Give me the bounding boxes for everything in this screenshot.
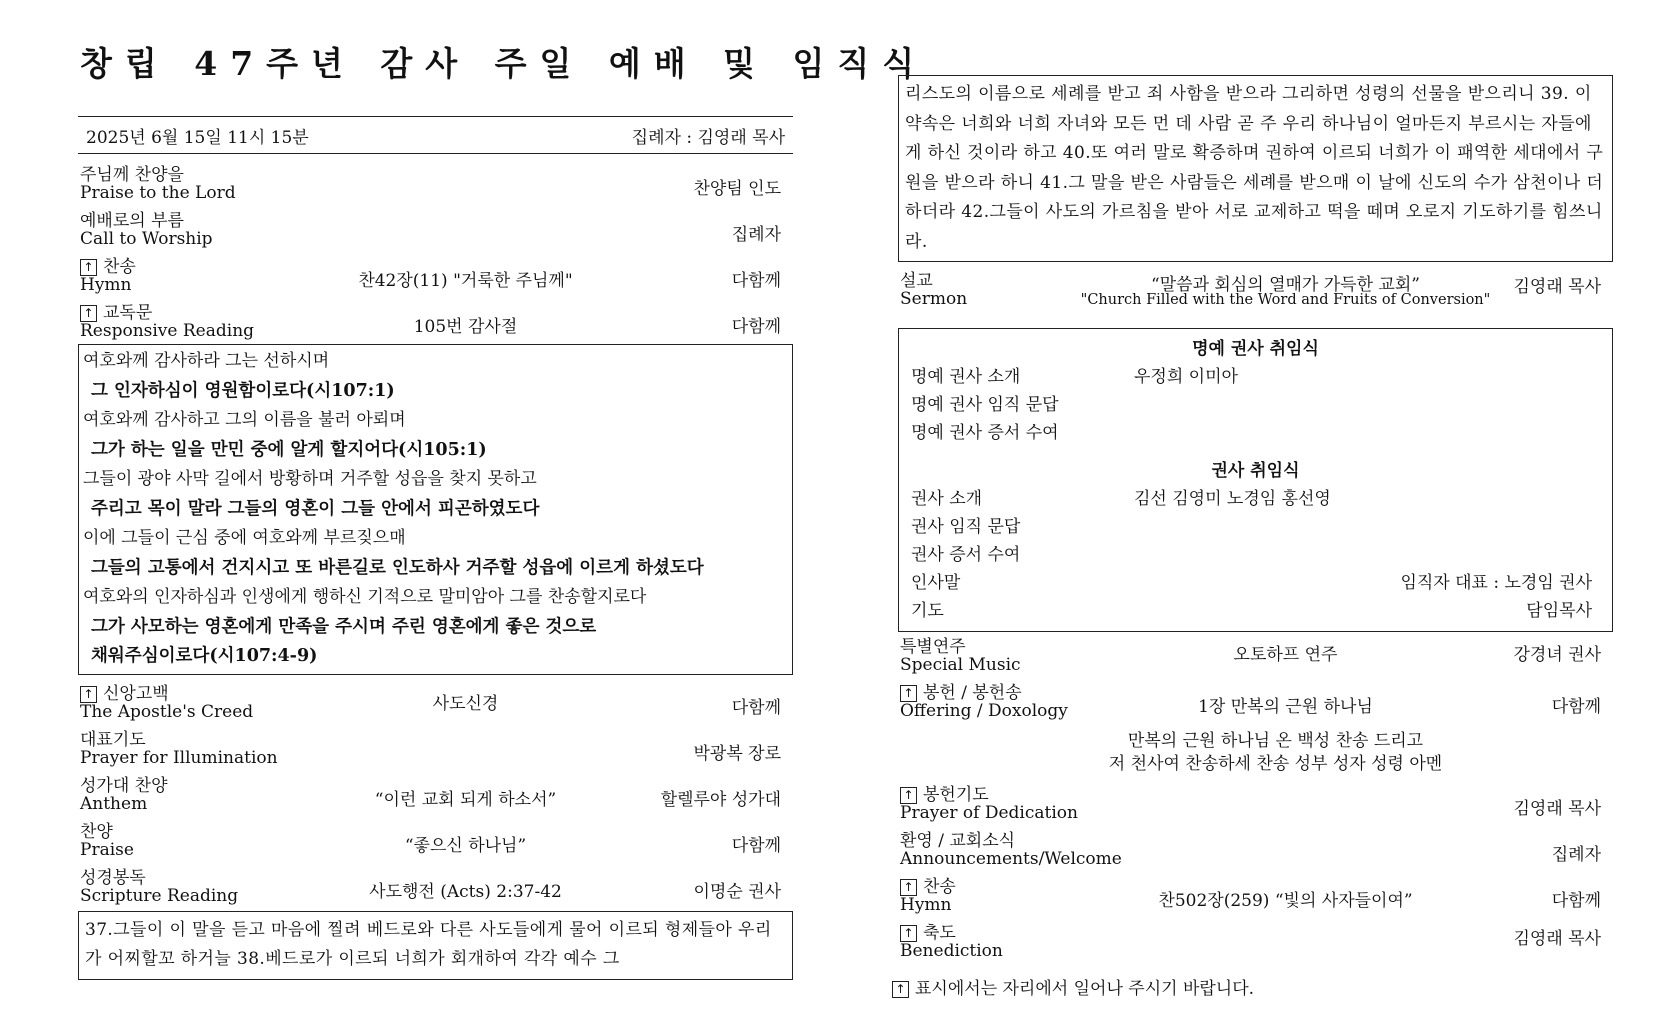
stand-up-arrow-icon: ↑ [80,686,97,703]
row-label: 권사 소개 [911,489,983,509]
item-kr: 봉헌 / 봉헌송 [923,683,1022,703]
page-title: 창립 47주년 감사 주일 예배 및 임직식 [80,44,928,83]
item-en: Hymn [80,275,132,295]
item-detail: 찬42장(11) "거룩한 주님께" [358,271,573,291]
item-detail: 사도신경 [432,693,499,714]
stand-up-arrow-icon: ↑ [892,981,909,998]
order-sermon [898,268,1613,316]
item-leader: 다함께 [731,271,781,291]
item-leader: 다함께 [1551,891,1601,911]
item-kr: 찬송 [923,877,956,897]
item-en: Announcements/Welcome [900,849,1122,869]
item-kr: 예배로의 부름 [80,211,184,231]
item-en: Responsive Reading [80,321,255,341]
item-detail: 오토하프 연주 [1233,645,1338,665]
sermon-title-en: "Church Filled with the Word and Fruits of Conversion" [1080,292,1491,308]
row-label: 인사말 [911,573,961,593]
row-label: 권사 증서 수여 [911,545,1021,565]
order-praise [78,162,793,208]
stand-up-arrow-icon: ↑ [80,305,97,322]
order-creed [78,681,793,727]
item-en: Benediction [900,941,1003,961]
item-leader: 박광복 장로 [693,743,781,764]
order-anthem [78,773,793,819]
item-leader: 집례자 [1551,845,1601,865]
installation-row [911,597,1600,625]
deaconess-installation-heading: 권사 취임식 [1211,461,1300,481]
item-detail: 찬502장(259) “빛의 사자들이여” [1158,891,1413,911]
row-right: 임직자 대표 : 노경임 권사 [1400,573,1592,593]
order-praise-song [78,819,793,865]
reading-line-response: 주리고 목이 말라 그들의 영혼이 그들 안에서 피곤하였도다 [91,498,540,519]
item-kr: 교독문 [103,303,153,323]
responsive-reading-box [78,344,793,675]
item-en: Praise [80,839,134,860]
installation-box [898,328,1613,632]
installation-row [911,569,1600,597]
stand-up-arrow-icon: ↑ [900,685,917,702]
doxology-line: 만복의 근원 하나님 온 백성 찬송 드리고 [1127,731,1424,751]
item-kr: 특별연주 [900,637,966,657]
reading-line: 이에 그들이 근심 중에 여호와께 부르짖으매 [83,528,406,548]
item-leader: 김영래 목사 [1513,799,1601,819]
reading-line-response: 채워주심이로다(시107:4-9) [91,646,318,666]
footer-note [892,974,1613,999]
reading-line: 여호와께 감사하고 그의 이름을 불러 아뢰며 [83,410,406,430]
item-kr: 설교 [900,271,933,291]
reading-line-response: 그가 하는 일을 만민 중에 알게 할지어다(시105:1) [91,439,487,460]
row-names: 우정희 이미아 [1134,367,1238,387]
item-en: Prayer for Illumination [80,747,278,768]
reading-line: 그들이 광야 사막 길에서 방황하며 거주할 성읍을 찾지 못하고 [83,469,537,489]
reading-line-response: 그들의 고통에서 건지시고 또 바른길로 인도하사 거주할 성읍에 이르게 하셨도다 [91,557,704,578]
item-leader: 집례자 [731,225,781,245]
footer-note-text: 표시에서는 자리에서 일어나 주시기 바랍니다. [915,979,1255,999]
item-en: Anthem [80,793,148,814]
row-right: 담임목사 [1526,601,1592,621]
item-detail: “이런 교회 되게 하소서” [374,789,557,810]
item-en: Scripture Reading [80,885,239,906]
item-en: Praise to the Lord [80,183,236,203]
row-label: 명예 권사 소개 [911,367,1021,387]
stand-up-arrow-icon: ↑ [900,787,917,804]
reading-line-response: 그가 사모하는 영혼에게 만족을 주시며 주린 영혼에게 좋은 것으로 [91,616,597,637]
order-responsive-reading [78,300,793,346]
item-leader: 이명순 권사 [693,881,781,902]
item-leader: 김영래 목사 [1513,929,1601,949]
honorary-installation-heading: 명예 권사 취임식 [1192,339,1319,359]
order-offering [898,680,1613,726]
reading-line-response: 그 인자하심이 영원함이로다(시107:1) [91,380,395,401]
installation-row [911,419,1600,447]
item-en: Sermon [900,289,968,309]
scripture-box-left: 37.그들이 이 말을 듣고 마음에 찔려 베드로와 다른 사도들에게 물어 이르되 형제들아 우리가 어찌할꼬 하거늘 38.베드로가 이르되 너희가 회개하여 각각 예수 그 [78,911,793,980]
row-label: 기도 [911,601,944,621]
item-leader: 할렐루야 성가대 [660,789,781,810]
order-announcements [898,828,1613,874]
reading-line: 여호와께 감사하라 그는 선하시며 [83,351,330,371]
item-detail: 사도행전 (Acts) 2:37-42 [369,881,562,902]
item-en: Special Music [900,655,1021,675]
doxology-line: 저 천사여 찬송하세 찬송 성부 성자 성령 아멘 [1108,754,1443,774]
item-en: Call to Worship [80,229,213,249]
order-scripture-reading [78,865,793,911]
row-label: 권사 임직 문답 [911,517,1021,537]
installation-row [911,363,1600,391]
item-kr: 신앙고백 [103,683,169,704]
reading-line: 여호와의 인자하심과 인생에게 행하신 기적으로 말미암아 그를 찬송할지로다 [83,587,647,607]
stand-up-arrow-icon: ↑ [900,879,917,896]
row-label: 명예 권사 임직 문답 [911,395,1059,415]
date-line [78,116,793,154]
item-detail: “좋으신 하나님” [404,835,527,856]
item-leader: 다함께 [1551,697,1601,717]
stand-up-arrow-icon: ↑ [900,925,917,942]
item-leader: 김영래 목사 [1513,277,1601,297]
item-en: Hymn [900,895,952,915]
installation-row [911,485,1600,513]
order-closing-hymn [898,874,1613,920]
service-date: 2025년 6월 15일 11시 15분 [86,127,309,148]
item-kr: 성가대 찬양 [80,775,168,796]
sermon-title-kr: “말씀과 회심의 열매가 가득한 교회” [1151,275,1420,295]
order-dedication-prayer [898,782,1613,828]
installation-row [911,541,1600,569]
row-names: 김선 김영미 노경임 홍선영 [1134,489,1331,509]
order-prayer [78,727,793,773]
scripture-box-right: 리스도의 이름으로 세례를 받고 죄 사함을 받으라 그리하면 성령의 선물을 받으리니 39. 이 약속은 너희와 너희 자녀와 모든 먼 데 사람 곧 주 우리 하나님이 얼마든지 부르시는 자들에게 하신 것이라 하고 40.또 여러 말로 확증하며 권하여 이르되 너희가 이 패역한 세대에서 구원을 받으라 하니 41.그 말을 받은 사람들은 세례를 받으매 이 날에 신도의 수가 삼천이나 더하더라 42.그들이 사도의 가르침을 받아 서로 교제하고 떡을 떼며 오로지 기도하기를 힘쓰니라. [898,75,1613,262]
presider: 집례자 : 김영래 목사 [631,127,785,148]
stand-up-arrow-icon: ↑ [80,259,97,276]
item-kr: 찬양 [80,821,113,842]
doxology-lyrics [898,730,1613,776]
item-en: Prayer of Dedication [900,803,1078,823]
item-kr: 주님께 찬양을 [80,165,184,185]
item-leader: 다함께 [731,835,781,856]
item-kr-wrap [900,924,956,942]
order-benediction [898,920,1613,966]
item-kr: 봉헌기도 [923,785,989,805]
item-kr: 축도 [923,923,956,943]
row-label: 명예 권사 증서 수여 [911,423,1059,443]
item-leader: 다함께 [731,697,781,718]
item-leader: 강경녀 권사 [1513,645,1601,665]
installation-row [911,391,1600,419]
item-kr: 성경봉독 [80,867,146,888]
installation-row [911,513,1600,541]
item-kr-wrap [900,786,989,804]
item-kr: 대표기도 [80,729,146,750]
order-hymn [78,254,793,300]
item-leader: 찬양팀 인도 [693,179,781,199]
item-detail: 1장 만복의 근원 하나님 [1198,697,1373,717]
item-kr: 찬송 [103,257,136,277]
order-call-to-worship [78,208,793,254]
item-detail: 105번 감사절 [413,317,518,337]
right-column [895,75,1613,999]
order-special-music [898,634,1613,680]
item-leader: 다함께 [731,317,781,337]
item-kr: 환영 / 교회소식 [900,831,1016,851]
item-en: Offering / Doxology [900,701,1068,721]
item-en: The Apostle's Creed [80,701,254,722]
